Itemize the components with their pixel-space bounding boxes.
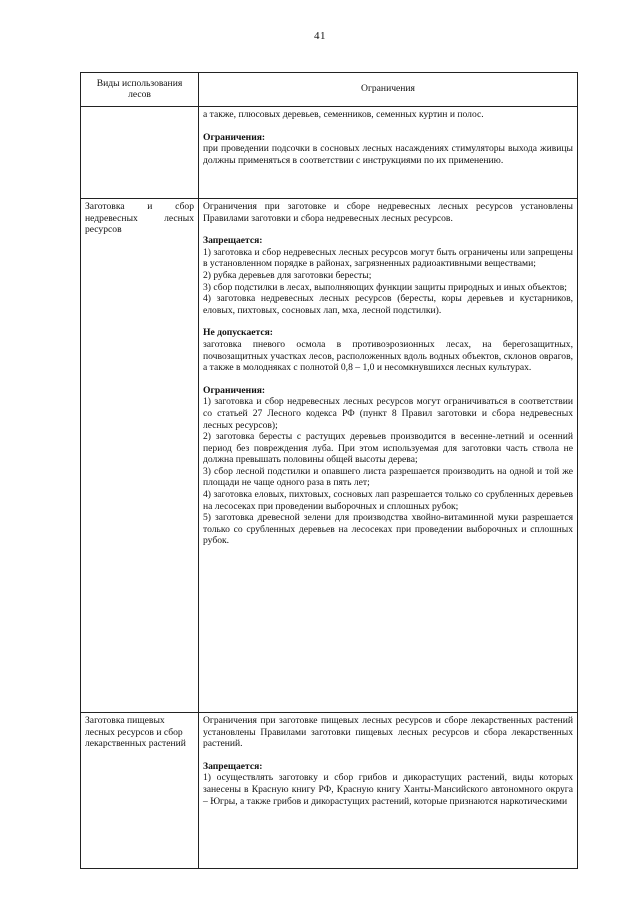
row2-heading-forbidden: Запрещается:	[203, 235, 263, 247]
table-row	[81, 107, 578, 199]
row3-heading-forbidden: Запрещается:	[203, 760, 263, 772]
list-item: 1) осуществлять заготовку и сбор грибов и дикорастущих растений, виды которых занесены в Красную книгу РФ, Красную книгу Ханты-Мансийского автономного округа – Югры, а также грибов и дикорастущих растений, которые признаются наркотическими	[203, 772, 573, 807]
header-usage-types: Виды использования лесов	[81, 73, 199, 107]
table-header-row	[81, 73, 578, 107]
list-item: 1) заготовка и сбор недревесных лесных ресурсов могут ограничиваться в соответствии со статьей 27 Лесного кодекса РФ (пункт 8 Правил заготовки и сбора недревесных лесных ресурсов);	[203, 396, 573, 431]
restrictions-table	[80, 72, 578, 869]
row2-restrictions-cell	[199, 199, 578, 713]
table-row	[81, 199, 578, 713]
row1-restriction-text: при проведении подсочки в сосновых лесных насаждениях стимуляторы выхода живицы должны применяться в соответствии с инструкциями по их применению.	[203, 143, 573, 166]
row1-restrictions-cell	[199, 107, 578, 199]
row3-restrictions-cell	[199, 713, 578, 869]
list-item: 3) сбор лесной подстилки и опавшего листа разрешается производить на одной и той же площади не чаще одного раза в пять лет;	[203, 465, 573, 489]
row1-usage-cell	[81, 107, 199, 199]
row3-usage-cell: Заготовка пищевых лесных ресурсов и сбор лекарственных растений	[81, 713, 199, 869]
row2-heading-not-allowed: Не допускается:	[203, 327, 273, 339]
list-item: 1) заготовка и сбор недревесных лесных ресурсов могут быть ограничены или запрещены в установленном порядке в районах, загрязненных радиоактивными веществами;	[203, 246, 573, 270]
list-item: 3) сбор подстилки в лесах, выполняющих функции защиты природных и иных объектов;	[203, 281, 567, 293]
header-restrictions: Ограничения	[199, 73, 578, 107]
row1-text: а также, плюсовых деревьев, семенников, семенных куртин и полос.	[203, 109, 484, 120]
row2-not-allowed-text: заготовка пневого осмола в противоэрозионных лесах, на берегозащитных, почвозащитных участках лесов, расположенных вдоль водных объектов, склонов оврагов, а также в молодняках с полнотой 0,8 – 1,0 и несомкнувшихся лесных культурах.	[203, 338, 573, 374]
row1-heading-restrictions: Ограничения:	[203, 131, 266, 143]
row2-intro: Ограничения при заготовке и сборе недревесных лесных ресурсов установлены Правилами заготовки и сбора недревесных лесных ресурсов.	[203, 201, 573, 224]
row2-heading-restrictions: Ограничения:	[203, 384, 266, 396]
list-item: 4) заготовка еловых, пихтовых, сосновых лап разрешается только со срубленных деревьев на лесосеках при проведении выборочных и сплошных рубок;	[203, 489, 573, 512]
row2-usage-cell: Заготовка и сбор недревесных лесных ресурсов	[81, 199, 199, 713]
table-row	[81, 713, 578, 869]
page-number: 41	[314, 30, 326, 42]
list-item: 4) заготовка недревесных лесных ресурсов (бересты, коры деревьев и кустарников, еловых, пихтовых, сосновых лап, мха, лесной подстилки).	[203, 293, 573, 316]
row3-intro: Ограничения при заготовке пищевых лесных ресурсов и сборе лекарственных растений установлены Правилами заготовки пищевых лесных ресурсов и сбора лекарственных растений.	[203, 715, 573, 750]
list-item: 2) заготовка бересты с растущих деревьев производится в весенне-летний и осенний период без повреждения луба. При этом используемая для заготовки часть ствола не должна превышать половины общей высоты дерева;	[203, 431, 573, 466]
list-item: 2) рубка деревьев для заготовки бересты;	[203, 269, 372, 281]
list-item: 5) заготовка древесной зелени для производства хвойно-витаминной муки разрешается только со срубленных деревьев на лесосеках при проведении выборочных и сплошных рубок.	[203, 512, 573, 547]
